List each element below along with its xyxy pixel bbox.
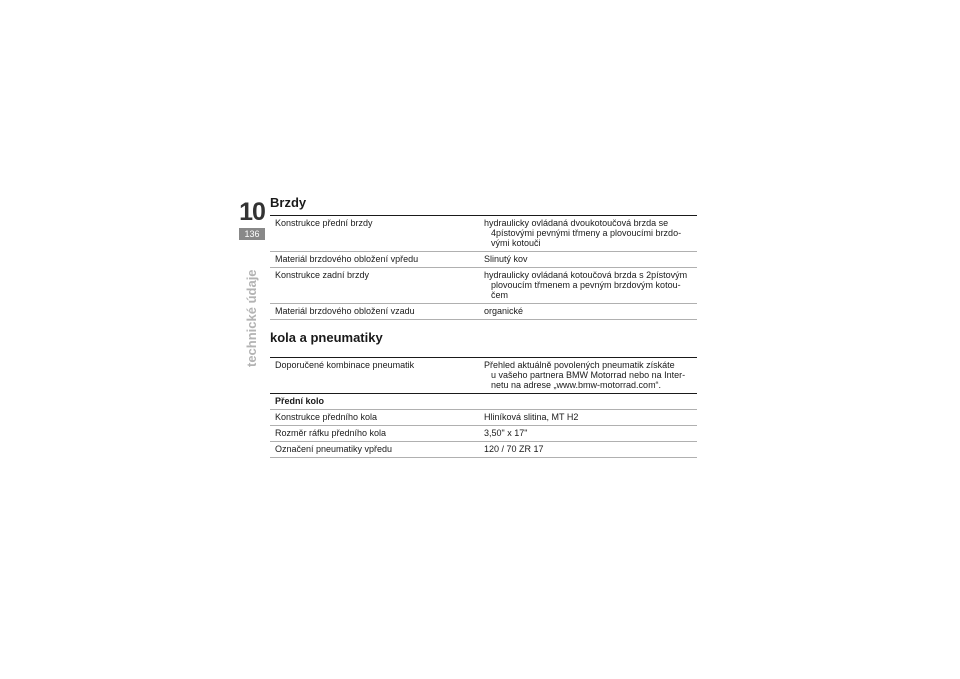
spec-value: hydraulicky ovládaná kotoučová brzda s 2pístovým plovoucím třmenem a pevným brzdovým kotou- čem: [484, 270, 688, 300]
spec-row-front-wheel-design: [270, 409, 697, 425]
spec-value: Hliníková slitina, MT H2: [484, 412, 579, 422]
spec-row-rear-brake: [270, 267, 697, 303]
page-number: 136: [239, 228, 265, 240]
spec-value: Přehled aktuálně povolených pneumatik získáte u vašeho partnera BMW Motorrad nebo na Inter- netu na adrese „www.bmw-motorrad.com“.: [484, 360, 686, 390]
spec-label: Doporučené kombinace pneumatik: [275, 360, 415, 370]
front-wheel-subheading: Přední kolo: [270, 393, 697, 409]
spec-value: hydraulicky ovládaná dvoukotoučová brzda se 4pístovými pevnými třmeny a plovoucími brzdo- vými kotouči: [484, 218, 682, 248]
spec-label: Označení pneumatiky vpředu: [275, 444, 393, 454]
spec-label: Konstrukce zadní brzdy: [275, 270, 370, 280]
spec-value: 3,50" x 17": [484, 428, 528, 438]
spec-label: Konstrukce přední brzdy: [275, 218, 373, 228]
spec-content: [270, 195, 697, 458]
spec-row-front-pad: [270, 251, 697, 267]
spec-value: organické: [484, 306, 524, 316]
chapter-number: 10: [239, 198, 265, 226]
spec-row-front-brake: [270, 215, 697, 251]
spec-row-rear-pad: [270, 303, 697, 320]
chapter-side-label: technické údaje: [244, 269, 259, 367]
spec-row-recommended-tyres: [270, 357, 697, 393]
spec-value: Slinutý kov: [484, 254, 528, 264]
spec-label: Materiál brzdového obložení vzadu: [275, 306, 415, 316]
spec-row-front-rim-size: [270, 425, 697, 441]
spec-label: Konstrukce předního kola: [275, 412, 378, 422]
spec-value: 120 / 70 ZR 17: [484, 444, 544, 454]
wheels-section-title: kola a pneumatiky: [270, 330, 383, 345]
spec-label: Rozměr ráfku předního kola: [275, 428, 387, 438]
spec-label: Materiál brzdového obložení vpředu: [275, 254, 419, 264]
brakes-section-title: Brzdy: [270, 195, 307, 210]
spec-row-front-tyre: [270, 441, 697, 458]
